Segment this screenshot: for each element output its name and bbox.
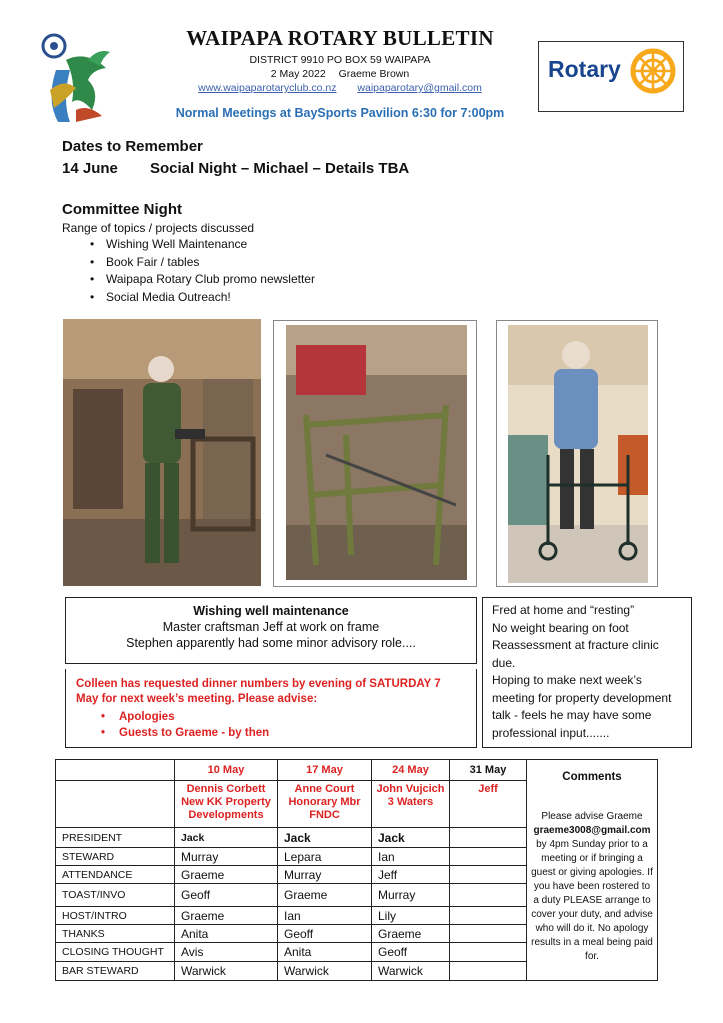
- table-cell: [450, 925, 527, 943]
- date-header: 17 May: [278, 760, 372, 781]
- table-cell: Warwick: [372, 962, 450, 981]
- table-cell: Warwick: [175, 962, 278, 981]
- rotary-wheel-icon: [628, 46, 678, 96]
- duty-roster-table: [55, 759, 658, 981]
- fred-line: Fred at home and “resting”: [492, 603, 635, 617]
- date-header: 24 May: [372, 760, 450, 781]
- table-cell: Geoff: [278, 925, 372, 943]
- dateline: [140, 68, 540, 80]
- table-cell: Ian: [372, 848, 450, 866]
- committee-heading: Committee Night: [62, 201, 182, 218]
- role-label: ATTENDANCE: [56, 866, 175, 884]
- comments-cell: [527, 760, 658, 981]
- caption-line: Stephen apparently had some minor advisory role....: [126, 636, 416, 650]
- table-cell: Lily: [372, 907, 450, 925]
- bulletin-date: 2 May 2022: [270, 68, 326, 80]
- list-item: • Wishing Well Maintenance: [90, 236, 315, 254]
- table-cell: [450, 962, 527, 981]
- table-cell: Murray: [175, 848, 278, 866]
- table-cell: [56, 781, 175, 828]
- table-cell: [450, 907, 527, 925]
- role-label: THANKS: [56, 925, 175, 943]
- workshop-photo-jeff: [63, 319, 261, 586]
- comments-title: Comments: [562, 771, 622, 783]
- website-link[interactable]: www.waipaparotaryclub.co.nz: [198, 82, 337, 94]
- table-cell: Jack: [372, 828, 450, 848]
- photo-caption-box: [65, 597, 477, 664]
- date-header: 10 May: [175, 760, 278, 781]
- bulletin-title: WAIPAPA ROTARY BULLETIN: [186, 26, 494, 50]
- committee-intro: Range of topics / projects discussed: [62, 221, 255, 235]
- rotary-logo-text: Rotary: [548, 56, 621, 82]
- date-header: 31 May: [450, 760, 527, 781]
- district-line: DISTRICT 9910 PO BOX 59 WAIPAPA: [249, 54, 431, 66]
- role-label: BAR STEWARD: [56, 962, 175, 981]
- list-item: • Waipapa Rotary Club promo newsletter: [90, 271, 315, 289]
- table-cell: [450, 884, 527, 907]
- notice-text: Colleen has requested dinner numbers by evening of SATURDAY 7 May for next week’s meeting. Please advise:: [76, 678, 441, 705]
- email-link[interactable]: waipaparotary@gmail.com: [357, 82, 482, 94]
- table-cell: Geoff: [372, 943, 450, 962]
- table-cell: Graeme: [175, 907, 278, 925]
- comments-text: Please advise Graeme graeme3008@gmail.com by 4pm Sunday prior to a meeting or if bringing a guest or giving apologies. If you have been rostered to a duty PLEASE arrange to cover your duty, and advise who will do it. No apology results in a meal being paid for.: [531, 811, 653, 962]
- table-cell: Graeme: [372, 925, 450, 943]
- event-date: 14 June: [62, 160, 118, 177]
- table-cell: Warwick: [278, 962, 372, 981]
- bulletin-author: Graeme Brown: [338, 68, 410, 80]
- table-cell: Jack: [175, 828, 278, 848]
- event-description: Social Night – Michael – Details TBA: [150, 160, 410, 177]
- dates-heading: Dates to Remember: [62, 138, 203, 155]
- caption-line: Master craftsman Jeff at work on frame: [162, 620, 380, 634]
- caption-title: Wishing well maintenance: [193, 604, 349, 618]
- fred-line: Reassessment at fracture clinic due.: [492, 638, 659, 670]
- table-cell: Ian: [278, 907, 372, 925]
- table-cell: Anita: [175, 925, 278, 943]
- table-cell: Murray: [278, 866, 372, 884]
- speaker-cell: Dennis Corbett New KK Property Developments: [175, 781, 278, 828]
- list-item: • Book Fair / tables: [90, 254, 315, 272]
- fred-line: Hoping to make next week’s meeting for property development talk - feels he may have some professional input.......: [492, 673, 672, 740]
- table-cell: Anita: [278, 943, 372, 962]
- table-cell: Graeme: [175, 866, 278, 884]
- table-cell: [450, 866, 527, 884]
- fred-update-box: [482, 597, 692, 748]
- table-cell: [56, 760, 175, 781]
- speaker-cell: Jeff: [450, 781, 527, 828]
- table-cell: Graeme: [278, 884, 372, 907]
- table-cell: [450, 848, 527, 866]
- role-label: PRESIDENT: [56, 828, 175, 848]
- contact-email[interactable]: graeme3008@gmail.com: [533, 825, 651, 836]
- table-cell: Jack: [278, 828, 372, 848]
- role-label: CLOSING THOUGHT: [56, 943, 175, 962]
- dinner-notice-box: [65, 669, 477, 748]
- table-cell: Murray: [372, 884, 450, 907]
- table-cell: [450, 943, 527, 962]
- table-cell: Jeff: [372, 866, 450, 884]
- meetings-info: Normal Meetings at BaySports Pavilion 6:30 for 7:00pm: [175, 106, 505, 120]
- role-label: TOAST/INVO: [56, 884, 175, 907]
- role-label: HOST/INTRO: [56, 907, 175, 925]
- wishing-well-frame-photo: [286, 325, 467, 580]
- table-row: [56, 760, 658, 781]
- speaker-cell: John Vujcich 3 Waters: [372, 781, 450, 828]
- club-logo-icon: [36, 30, 116, 125]
- topic-list: [90, 236, 315, 306]
- role-label: STEWARD: [56, 848, 175, 866]
- table-cell: Avis: [175, 943, 278, 962]
- table-cell: Geoff: [175, 884, 278, 907]
- contact-links: [140, 82, 540, 94]
- fred-line: No weight bearing on foot: [492, 620, 629, 635]
- notice-list: [76, 709, 476, 741]
- table-cell: [450, 828, 527, 848]
- list-item: • Social Media Outreach!: [90, 289, 315, 307]
- table-cell: Lepara: [278, 848, 372, 866]
- speaker-cell: Anne Court Honorary Mbr FNDC: [278, 781, 372, 828]
- list-item: • Guests to Graeme - by then: [76, 725, 476, 741]
- fred-at-home-photo: [508, 325, 648, 583]
- list-item: • Apologies: [76, 709, 476, 725]
